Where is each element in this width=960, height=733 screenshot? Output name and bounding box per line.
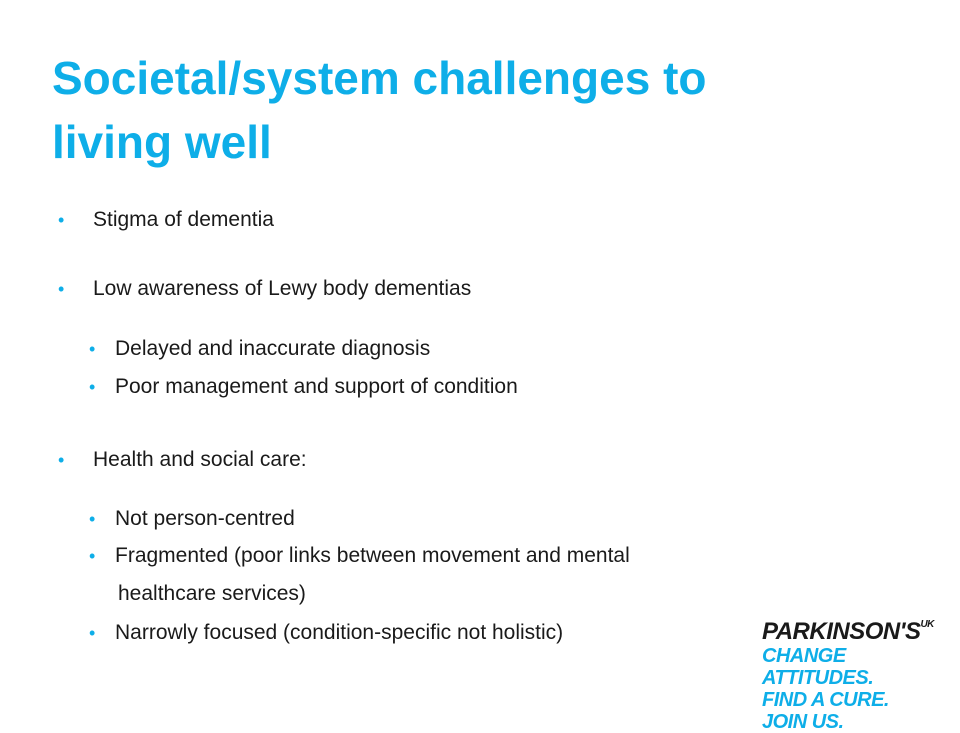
bullet-text: Not person-centred [115, 507, 295, 530]
logo-brand-name: PARKINSON'S [762, 618, 921, 645]
bullet-marker: • [58, 210, 65, 230]
bullet-text: Low awareness of Lewy body dementias [93, 277, 472, 300]
logo-tagline-1: CHANGE ATTITUDES. [762, 645, 874, 689]
logo-brand [762, 612, 942, 645]
bullet-text: Narrowly focused (condition-specific not holistic) [115, 621, 564, 644]
bullet-item [58, 207, 274, 233]
bullet-marker: • [89, 509, 96, 529]
bullet-text: Delayed and inaccurate diagnosis [115, 337, 431, 360]
parkinsons-uk-logo [762, 612, 942, 733]
bullet-continuation [118, 581, 306, 607]
bullet-marker: • [89, 623, 96, 643]
bullet-text: Fragmented (poor links between movement and mental [115, 544, 630, 567]
bullet-marker: • [58, 450, 65, 470]
bullet-marker: • [89, 546, 96, 566]
title-line-2: living well [52, 116, 272, 168]
sub-bullet-item [89, 336, 431, 362]
bullet-marker: • [89, 339, 96, 359]
bullet-item [58, 447, 307, 473]
logo-brand-suffix: UK [920, 619, 934, 630]
bullet-text: Stigma of dementia [93, 208, 274, 231]
title-line-1: Societal/system challenges to [52, 52, 707, 104]
sub-bullet-item [89, 620, 564, 646]
sub-bullet-item [89, 506, 295, 532]
bullet-text: Poor management and support of condition [115, 375, 518, 398]
logo-tagline-2: FIND A CURE. [762, 689, 889, 711]
logo-tagline-3: JOIN US. [762, 711, 844, 733]
bullet-item [58, 276, 472, 302]
sub-bullet-item [89, 543, 630, 569]
bullet-marker: • [58, 279, 65, 299]
bullet-text: Health and social care: [93, 448, 307, 471]
sub-bullet-item [89, 374, 518, 400]
bullet-text: healthcare services) [118, 582, 306, 605]
bullet-marker: • [89, 377, 96, 397]
